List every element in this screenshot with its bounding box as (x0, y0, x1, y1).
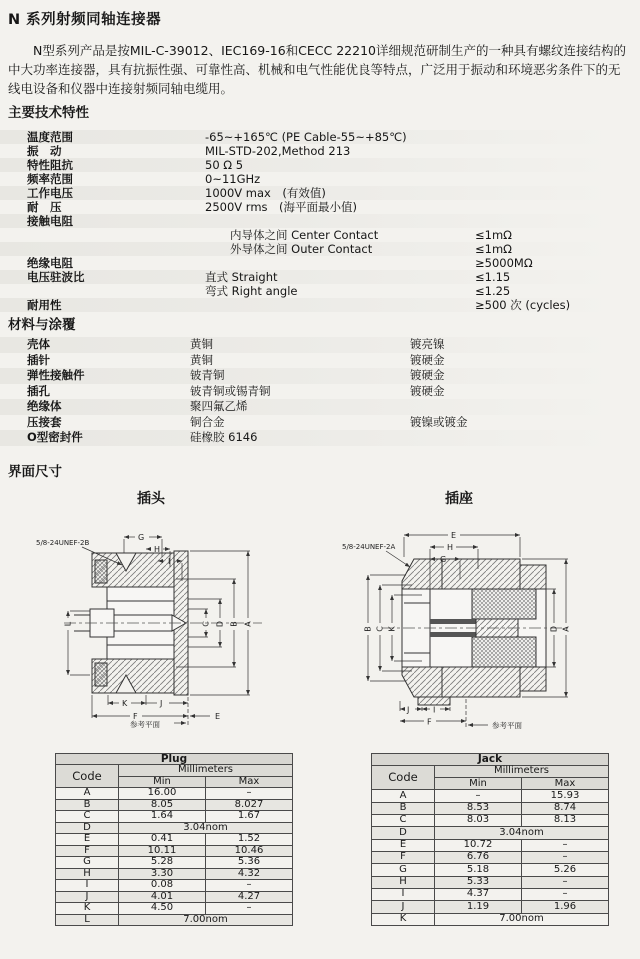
spec-row: 外导体之间 Outer Contact ≤1mΩ (0, 242, 640, 256)
spec-row: 弯式 Right angle ≤1.25 (0, 284, 640, 298)
spec-row: 电压驻波比 直式 Straight ≤1.15 (0, 270, 640, 284)
spec-row: 绝缘电阻 ≥5000MΩ (0, 256, 640, 270)
table-title: Plug (56, 753, 293, 765)
plug-table (55, 753, 293, 927)
material-plating: 镀硬金 (410, 383, 445, 398)
plug-dim-c: C (201, 620, 210, 627)
material-part: 绝缘体 (27, 399, 62, 413)
table-title: Jack (372, 753, 609, 765)
spec-value: -65~+165℃ (PE Cable-55~+85℃) (205, 130, 407, 144)
material-plating (410, 430, 640, 446)
plug-dim-k: K (121, 698, 127, 708)
jack-dim-j: J (406, 705, 409, 714)
material-name: 黄铜 (190, 337, 213, 351)
jack-dim-g: G (439, 554, 446, 564)
plug-dim-b: B (229, 620, 238, 627)
material-plating: 镀硬金 (410, 368, 445, 382)
material-part: 插针 (27, 352, 50, 367)
jack-dim-e: E (450, 530, 456, 540)
plug-dim-d: D (215, 620, 224, 627)
spec-value: MIL-STD-202,Method 213 (205, 144, 351, 158)
jack-table (371, 753, 609, 927)
table-row: F 10.11 10.46 (56, 845, 293, 857)
material-row (0, 368, 640, 384)
spec-label: 电压驻波比 (27, 270, 85, 284)
jack-ref-plane-label: 参考平面 (491, 720, 522, 730)
material-row (0, 384, 640, 400)
table-row: B 8.05 8.027 (56, 799, 293, 811)
spec-label: 振 动 (27, 144, 62, 158)
spec-row (0, 200, 640, 214)
material-plating: 镀亮镍 (410, 337, 445, 351)
table-row: E 0.41 1.52 (56, 834, 293, 846)
col-header-min: Min (119, 776, 206, 788)
table-title-row (372, 753, 609, 765)
jack-drawing-title: 插座 (445, 490, 473, 507)
material-part: 压接套 (27, 414, 62, 429)
spec-value: 50 Ω 5 (205, 158, 244, 172)
material-part: 弹性接触件 (27, 368, 85, 382)
jack-dim-f: F (426, 717, 432, 726)
material-name: 硅橡胶 6146 (190, 430, 258, 444)
spec-label: 耐 压 (27, 200, 62, 214)
plug-drawing-title: 插头 (137, 490, 165, 507)
spec-list (0, 130, 640, 312)
col-header-max: Max (522, 778, 609, 790)
spec-row (0, 172, 640, 186)
plug-dim-j: J (159, 698, 162, 708)
material-row (0, 399, 640, 415)
section-heading-specs: 主要技术特性 (8, 105, 89, 121)
materials-list (0, 337, 640, 446)
spec-label: 工作电压 (27, 186, 73, 200)
material-part: 插孔 (27, 383, 50, 398)
plug-dim-i: I (167, 556, 170, 566)
spec-row (0, 214, 640, 228)
jack-dim-a: A (561, 625, 570, 632)
spec-value: 内导体之间 Center Contact (230, 228, 379, 242)
col-header-min: Min (435, 778, 522, 790)
jack-dim-i: I (432, 705, 435, 714)
col-header-max: Max (206, 776, 293, 788)
jack-insulator-top (472, 589, 536, 619)
jack-dim-d: D (549, 625, 558, 632)
plug-drawing (34, 523, 269, 733)
jack-body-section (402, 559, 546, 705)
dimension-tables (55, 753, 640, 927)
material-row (0, 353, 640, 369)
material-name: 聚四氟乙烯 (190, 399, 248, 413)
material-row (0, 430, 640, 446)
material-name: 铍青铜或锡青铜 (190, 383, 271, 398)
spec-label: 耐用性 (27, 298, 62, 312)
page-title: N 系列射频同轴连接器 (8, 12, 162, 28)
spec-row: 耐用性 ≥500 次 (cycles) (0, 298, 640, 312)
plug-dim-f: F (132, 711, 138, 721)
spec-label: 接触电阻 (27, 214, 73, 228)
jack-drawing (342, 523, 577, 733)
table-row: I 0.08 – (56, 880, 293, 892)
plug-dim-l: L (63, 621, 72, 626)
spec-label: 频率范围 (27, 172, 73, 186)
table-row: D 3.04nom (372, 827, 609, 839)
spec-label (0, 228, 205, 242)
table-row: D 3.04nom (56, 822, 293, 834)
jack-dim-b: B (363, 625, 372, 632)
material-plating: 镀硬金 (410, 352, 445, 367)
material-part: O型密封件 (27, 430, 83, 444)
plug-thread-label: 5/8-24UNEF-2B (35, 538, 89, 547)
spec-label (0, 242, 205, 256)
jack-dim-h: H (446, 542, 453, 552)
material-row (0, 337, 640, 353)
table-row: H 3.30 4.32 (56, 868, 293, 880)
jack-thread-label: 5/8-24UNEF-2A (341, 542, 395, 551)
spec-value: 0~11GHz (205, 172, 261, 186)
jack-dim-c: C (375, 625, 384, 632)
jack-contact-finger-top (430, 619, 476, 624)
spec-value: 弯式 Right angle (205, 284, 298, 298)
section-heading-interface: 界面尺寸 (8, 463, 62, 480)
col-header-code: Code (372, 765, 435, 790)
plug-drawing-column (0, 487, 302, 733)
material-plating (410, 399, 640, 415)
intro-paragraph: N型系列产品是按MIL-C-39012、IEC169-16和CECC 22210详细规范研制生产的一种具有螺纹连接结构的中大功率连接器，具有抗振性强、可靠性高、机械和电气性能优良等特点，广泛用于振动和环境恶劣条件下的无线电设备和仪器中连接射频同轴电缆用。 (8, 43, 626, 96)
table-row: A 16.00 – (56, 788, 293, 800)
table-row: E 10.72 – (372, 839, 609, 851)
jack-drawing-column (308, 487, 610, 733)
table-row: J 4.01 4.27 (56, 891, 293, 903)
material-name: 铍青铜 (190, 368, 225, 382)
table-row: C 8.03 8.13 (372, 815, 609, 827)
table-title-row (56, 753, 293, 765)
col-header-mm: Millimeters (435, 765, 609, 777)
spec-value: 外导体之间 Outer Contact (230, 242, 373, 256)
spec-value (205, 298, 475, 312)
table-row: H 5.33 – (372, 876, 609, 888)
table-row: K 4.50 – (56, 903, 293, 915)
spec-row (0, 130, 640, 144)
table-header-row (372, 765, 609, 777)
table-row: G 5.18 5.26 (372, 864, 609, 876)
jack-contact-finger-bottom (430, 632, 476, 637)
table-row: A – 15.93 (372, 790, 609, 802)
table-row: J 1.19 1.96 (372, 901, 609, 913)
spec-value (205, 214, 475, 228)
material-plating: 镀镍或镀金 (410, 414, 468, 429)
spec-value: 2500V rms (海平面最小值) (205, 200, 357, 214)
table-row: L 7.00nom (56, 914, 293, 926)
spec-label: 绝缘电阻 (27, 256, 73, 270)
plug-dim-e: E (214, 711, 220, 721)
plug-dim-h: H (153, 544, 160, 554)
interface-drawings (0, 487, 640, 733)
material-name: 铜合金 (190, 414, 225, 429)
plug-ref-plane-label: 参考平面 (129, 719, 160, 729)
table-row: B 8.53 8.74 (372, 802, 609, 814)
spec-row: 内导体之间 Center Contact ≤1mΩ (0, 228, 640, 242)
col-header-code: Code (56, 765, 119, 788)
table-row: K 7.00nom (372, 913, 609, 925)
jack-insulator-bottom (472, 637, 536, 667)
plug-dim-a: A (243, 620, 252, 627)
plug-knurl-top (95, 560, 107, 583)
spec-label: 温度范围 (27, 130, 73, 144)
section-heading-materials: 材料与涂覆 (8, 317, 76, 333)
spec-label (0, 284, 205, 298)
spec-value (205, 256, 475, 270)
table-row: G 5.28 5.36 (56, 857, 293, 869)
table-row: I 4.37 – (372, 888, 609, 900)
material-part: 壳体 (27, 337, 50, 351)
spec-value: 直式 Straight (205, 270, 278, 284)
spec-row (0, 186, 640, 200)
plug-dim-g: G (137, 532, 144, 542)
material-name: 黄铜 (190, 352, 213, 367)
spec-value: 1000V max (有效值) (205, 186, 326, 200)
table-header-row (56, 765, 293, 777)
spec-row (0, 158, 640, 172)
col-header-mm: Millimeters (119, 765, 293, 777)
material-row (0, 415, 640, 431)
plug-knurl-bottom (95, 663, 107, 686)
jack-dim-k: K (387, 625, 396, 632)
table-row: C 1.64 1.67 (56, 811, 293, 823)
spec-label: 特性阻抗 (27, 158, 73, 172)
spec-row (0, 144, 640, 158)
table-row: F 6.76 – (372, 852, 609, 864)
